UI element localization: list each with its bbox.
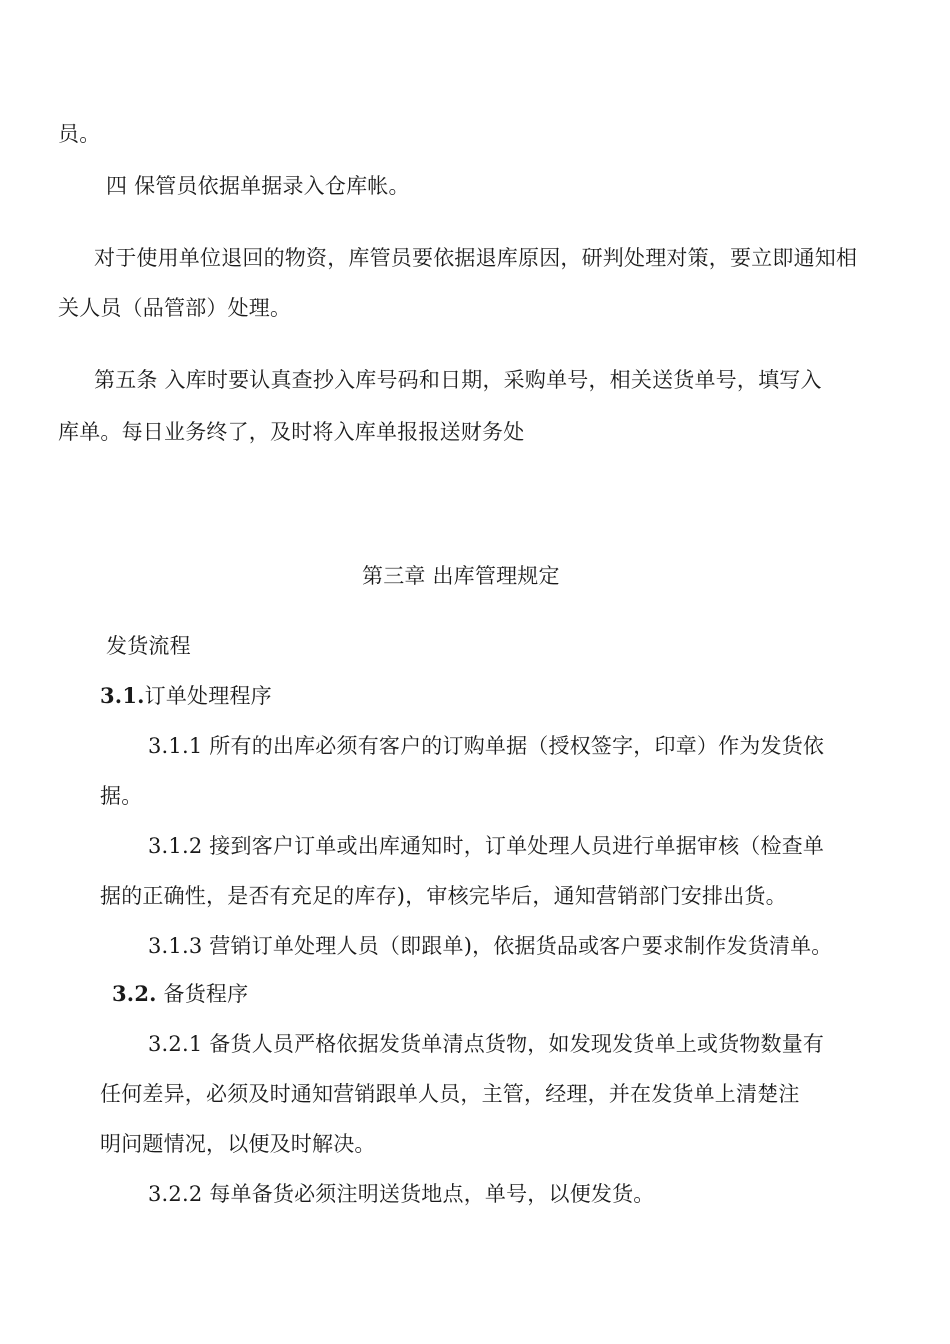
subsection-number: 3.2.: [112, 981, 157, 1006]
chapter-title: 第三章 出库管理规定: [362, 564, 560, 588]
text-line: 3.1.2 接到客户订单或出库通知时，订单处理人员进行单据审核（检查单: [148, 834, 825, 858]
subsection-title: 备货程序: [156, 982, 249, 1006]
subsection-heading: [112, 980, 248, 1008]
text-line: 四 保管员依据单据录入仓库帐。: [106, 174, 410, 198]
text-line: 员。: [58, 122, 101, 146]
text-line: 对于使用单位退回的物资，库管员要依据退库原因，研判处理对策，要立即通知相: [94, 246, 858, 270]
subsection-heading: [100, 682, 272, 710]
text-line: 明问题情况，以便及时解决。: [100, 1132, 376, 1156]
text-line: 3.1.3 营销订单处理人员（即跟单)，依据货品或客户要求制作发货清单。: [148, 934, 833, 958]
text-line: 3.2.2 每单备货必须注明送货地点，单号，以便发货。: [148, 1182, 655, 1206]
text-line: 3.1.1 所有的出库必须有客户的订购单据（授权签字，印章）作为发货依: [148, 734, 825, 758]
text-line: 关人员（品管部）处理。: [58, 296, 292, 320]
text-line: 据的正确性，是否有充足的库存)，审核完毕后，通知营销部门安排出货。: [100, 884, 787, 908]
text-line: 3.2.1 备货人员严格依据发货单清点货物，如发现发货单上或货物数量有: [148, 1032, 825, 1056]
subsection-title: 订单处理程序: [144, 684, 272, 708]
text-line: 据。: [100, 784, 143, 808]
section-heading: 发货流程: [106, 634, 191, 658]
text-line: 库单。每日业务终了，及时将入库单报报送财务处: [58, 420, 525, 444]
text-line: 第五条 入库时要认真查抄入库号码和日期，采购单号，相关送货单号，填写入: [94, 368, 822, 392]
text-line: 任何差异，必须及时通知营销跟单人员，主管，经理，并在发货单上清楚注: [100, 1082, 800, 1106]
subsection-number: 3.1.: [100, 683, 145, 708]
